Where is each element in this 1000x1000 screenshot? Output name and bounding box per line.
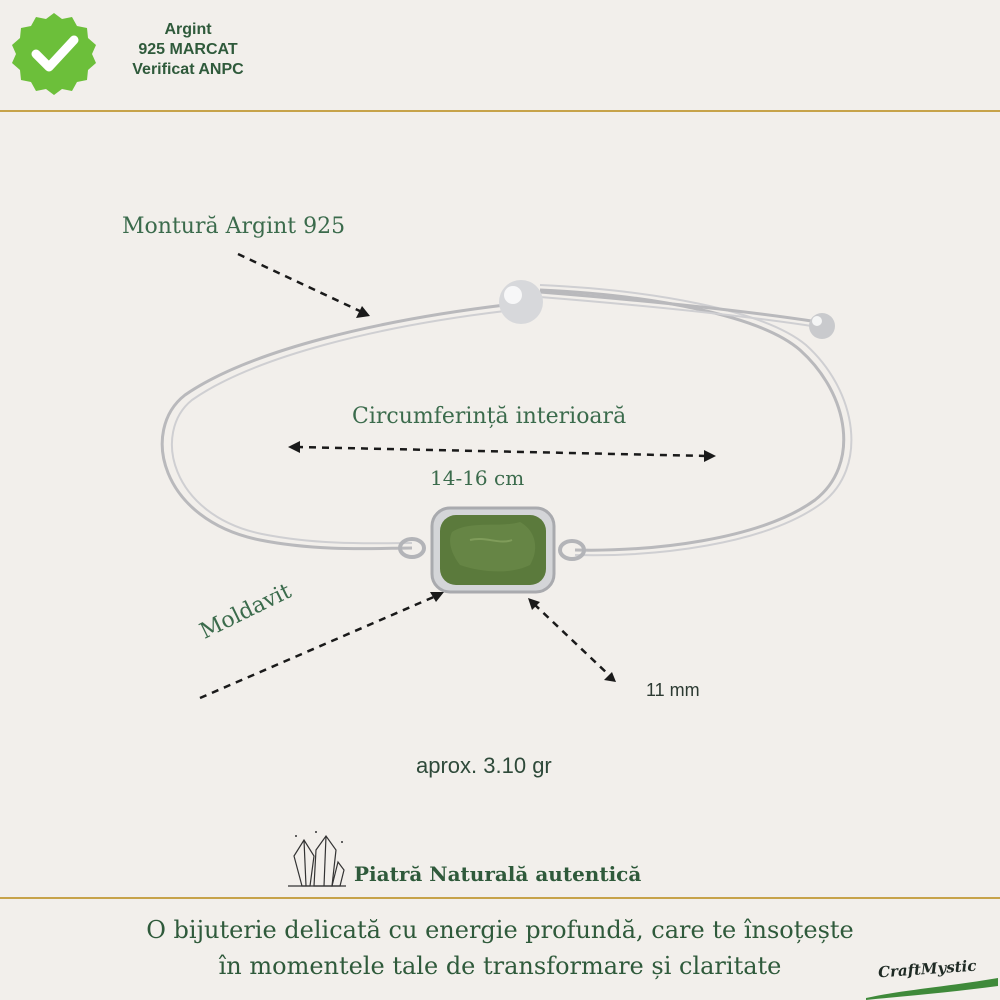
slider-bead	[499, 280, 543, 324]
badge-line-1: Argint	[164, 21, 212, 38]
crystal-icon	[284, 826, 350, 892]
tagline-line-2: în momentele tale de transformare și claritate	[218, 952, 782, 980]
size-range-label: 14-16 cm	[430, 466, 525, 490]
weight-label: aprox. 3.10 gr	[416, 753, 552, 778]
circumference-arrow	[296, 447, 708, 456]
setting-label: Montură Argint 925	[122, 214, 346, 239]
moldavite-stone	[432, 508, 554, 592]
stone-size-arrow	[534, 604, 610, 676]
stone-label: Moldavit	[196, 578, 296, 645]
natural-stone-row	[284, 822, 641, 892]
tagline-line-1: O bijuterie delicată cu energie profundă, care te însoțește	[146, 916, 854, 944]
badge-line-2: 925 MARCAT	[138, 41, 238, 58]
arrow-heads	[288, 306, 716, 682]
end-bead	[809, 313, 835, 339]
tagline	[0, 912, 1000, 984]
setting-arrow	[238, 254, 362, 312]
circumference-label: Circumferință interioară	[352, 404, 627, 429]
bottom-divider	[0, 897, 1000, 899]
stone-size-label: 11 mm	[646, 680, 700, 700]
brand-logo: CraftMystic	[877, 956, 977, 982]
badge-line-3: Verificat ANPC	[132, 61, 244, 78]
natural-stone-text: Piatră Naturală autentică	[354, 862, 642, 886]
